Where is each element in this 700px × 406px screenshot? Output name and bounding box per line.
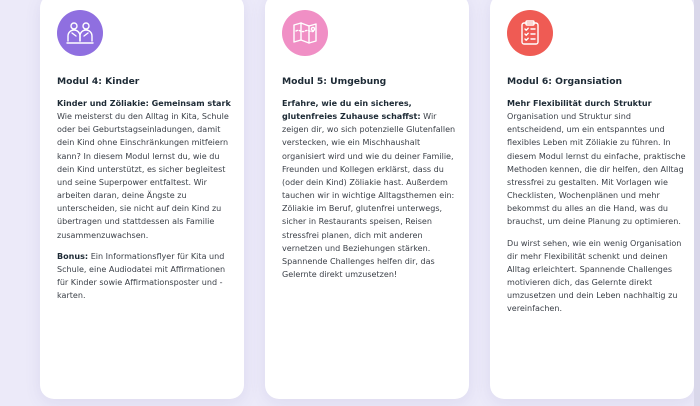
card-text: Kinder und Zöliakie: Gemeinsam stark Wie meisterst du den Alltag in Kita, Schule oder bei Geburtstagseinladungen, damit dein Kind ohne Einschränkungen mitfeiern kann? In diesem Modul lernst du, wie du dein Kind unterstützt, es sicher begleitest und seine Superpower entfaltest. Wir arbeiten daran, deine Ängste zu unterscheiden, sie nicht auf dein Kind zu übertragen und stattdessen als Familie zusammenzuwachsen. <box>57 99 231 240</box>
card-bonus: Bonus: Ein Informationsflyer für Kita und Schule, eine Audiodatei mit Affirmationen für Kinder sowie Affirmationsposter und -karten. <box>57 251 226 301</box>
card-title: Modul 5: Umgebung <box>282 76 387 87</box>
card-body <box>57 97 238 310</box>
module-card-umgebung <box>265 0 469 399</box>
card-text: Erfahre, wie du ein sicheres, glutenfreies Zuhause schaffst: Wir zeigen dir, wo sich potenzielle Glutenfallen verstecken, wie ein Mischhaushalt organisiert wird und wie du deiner Familie, Freunden und Kollegen erklärst, dass du (oder dein Kind) Zöliakie hast. Außerdem tauchen wir in wichtige Alltagsthemen ein: Zöliakie im Beruf, glutenfrei unterwegs, sicher in Restaurants speisen, Reisen stressfrei planen, dich mit anderen vernetzen und Beziehungen stärken. Spannende Challenges helfen dir, das Gelernte direkt umzusetzen! <box>282 99 456 280</box>
card-title: Modul 4: Kinder <box>57 76 140 87</box>
bonus-label: Bonus: <box>57 251 89 261</box>
card-title: Modul 6: Organsiation <box>507 76 623 87</box>
card-text: Mehr Flexibilität durch Struktur Organisation und Struktur sind entscheidend, um ein entspanntes und flexibles Leben mit Zöliakie zu führen. In diesem Modul lernst du einfache, praktische Methoden kennen, die dir helfen, den Alltag stressfrei zu gestalten. Mit Vorlagen wie Checklisten, Wochenplänen und mehr bekommst du alles an die Hand, was du brauchst, um deine Planung zu optimieren. <box>507 99 686 227</box>
card-body <box>282 97 463 289</box>
card-lead: Erfahre, wie du ein sicheres, glutenfreies Zuhause schaffst: <box>282 99 421 122</box>
card-body <box>507 97 688 324</box>
scrollbar-track[interactable] <box>694 0 700 406</box>
map-icon <box>282 10 328 56</box>
clipboard-checklist-icon <box>507 10 553 56</box>
module-card-organisation <box>490 0 694 399</box>
module-card-kinder <box>40 0 244 399</box>
card-lead: Kinder und Zöliakie: Gemeinsam stark <box>57 99 231 108</box>
family-kids-icon <box>57 10 103 56</box>
card-lead: Mehr Flexibilität durch Struktur <box>507 99 652 108</box>
card-text-2: Du wirst sehen, wie ein wenig Organisation dir mehr Flexibilität schenkt und deinen Alltag erleichtert. Spannende Challenges motivieren dich, das Gelernte direkt umzusetzen und dein Leben nachhaltig zu vereinfachen. <box>507 238 682 314</box>
